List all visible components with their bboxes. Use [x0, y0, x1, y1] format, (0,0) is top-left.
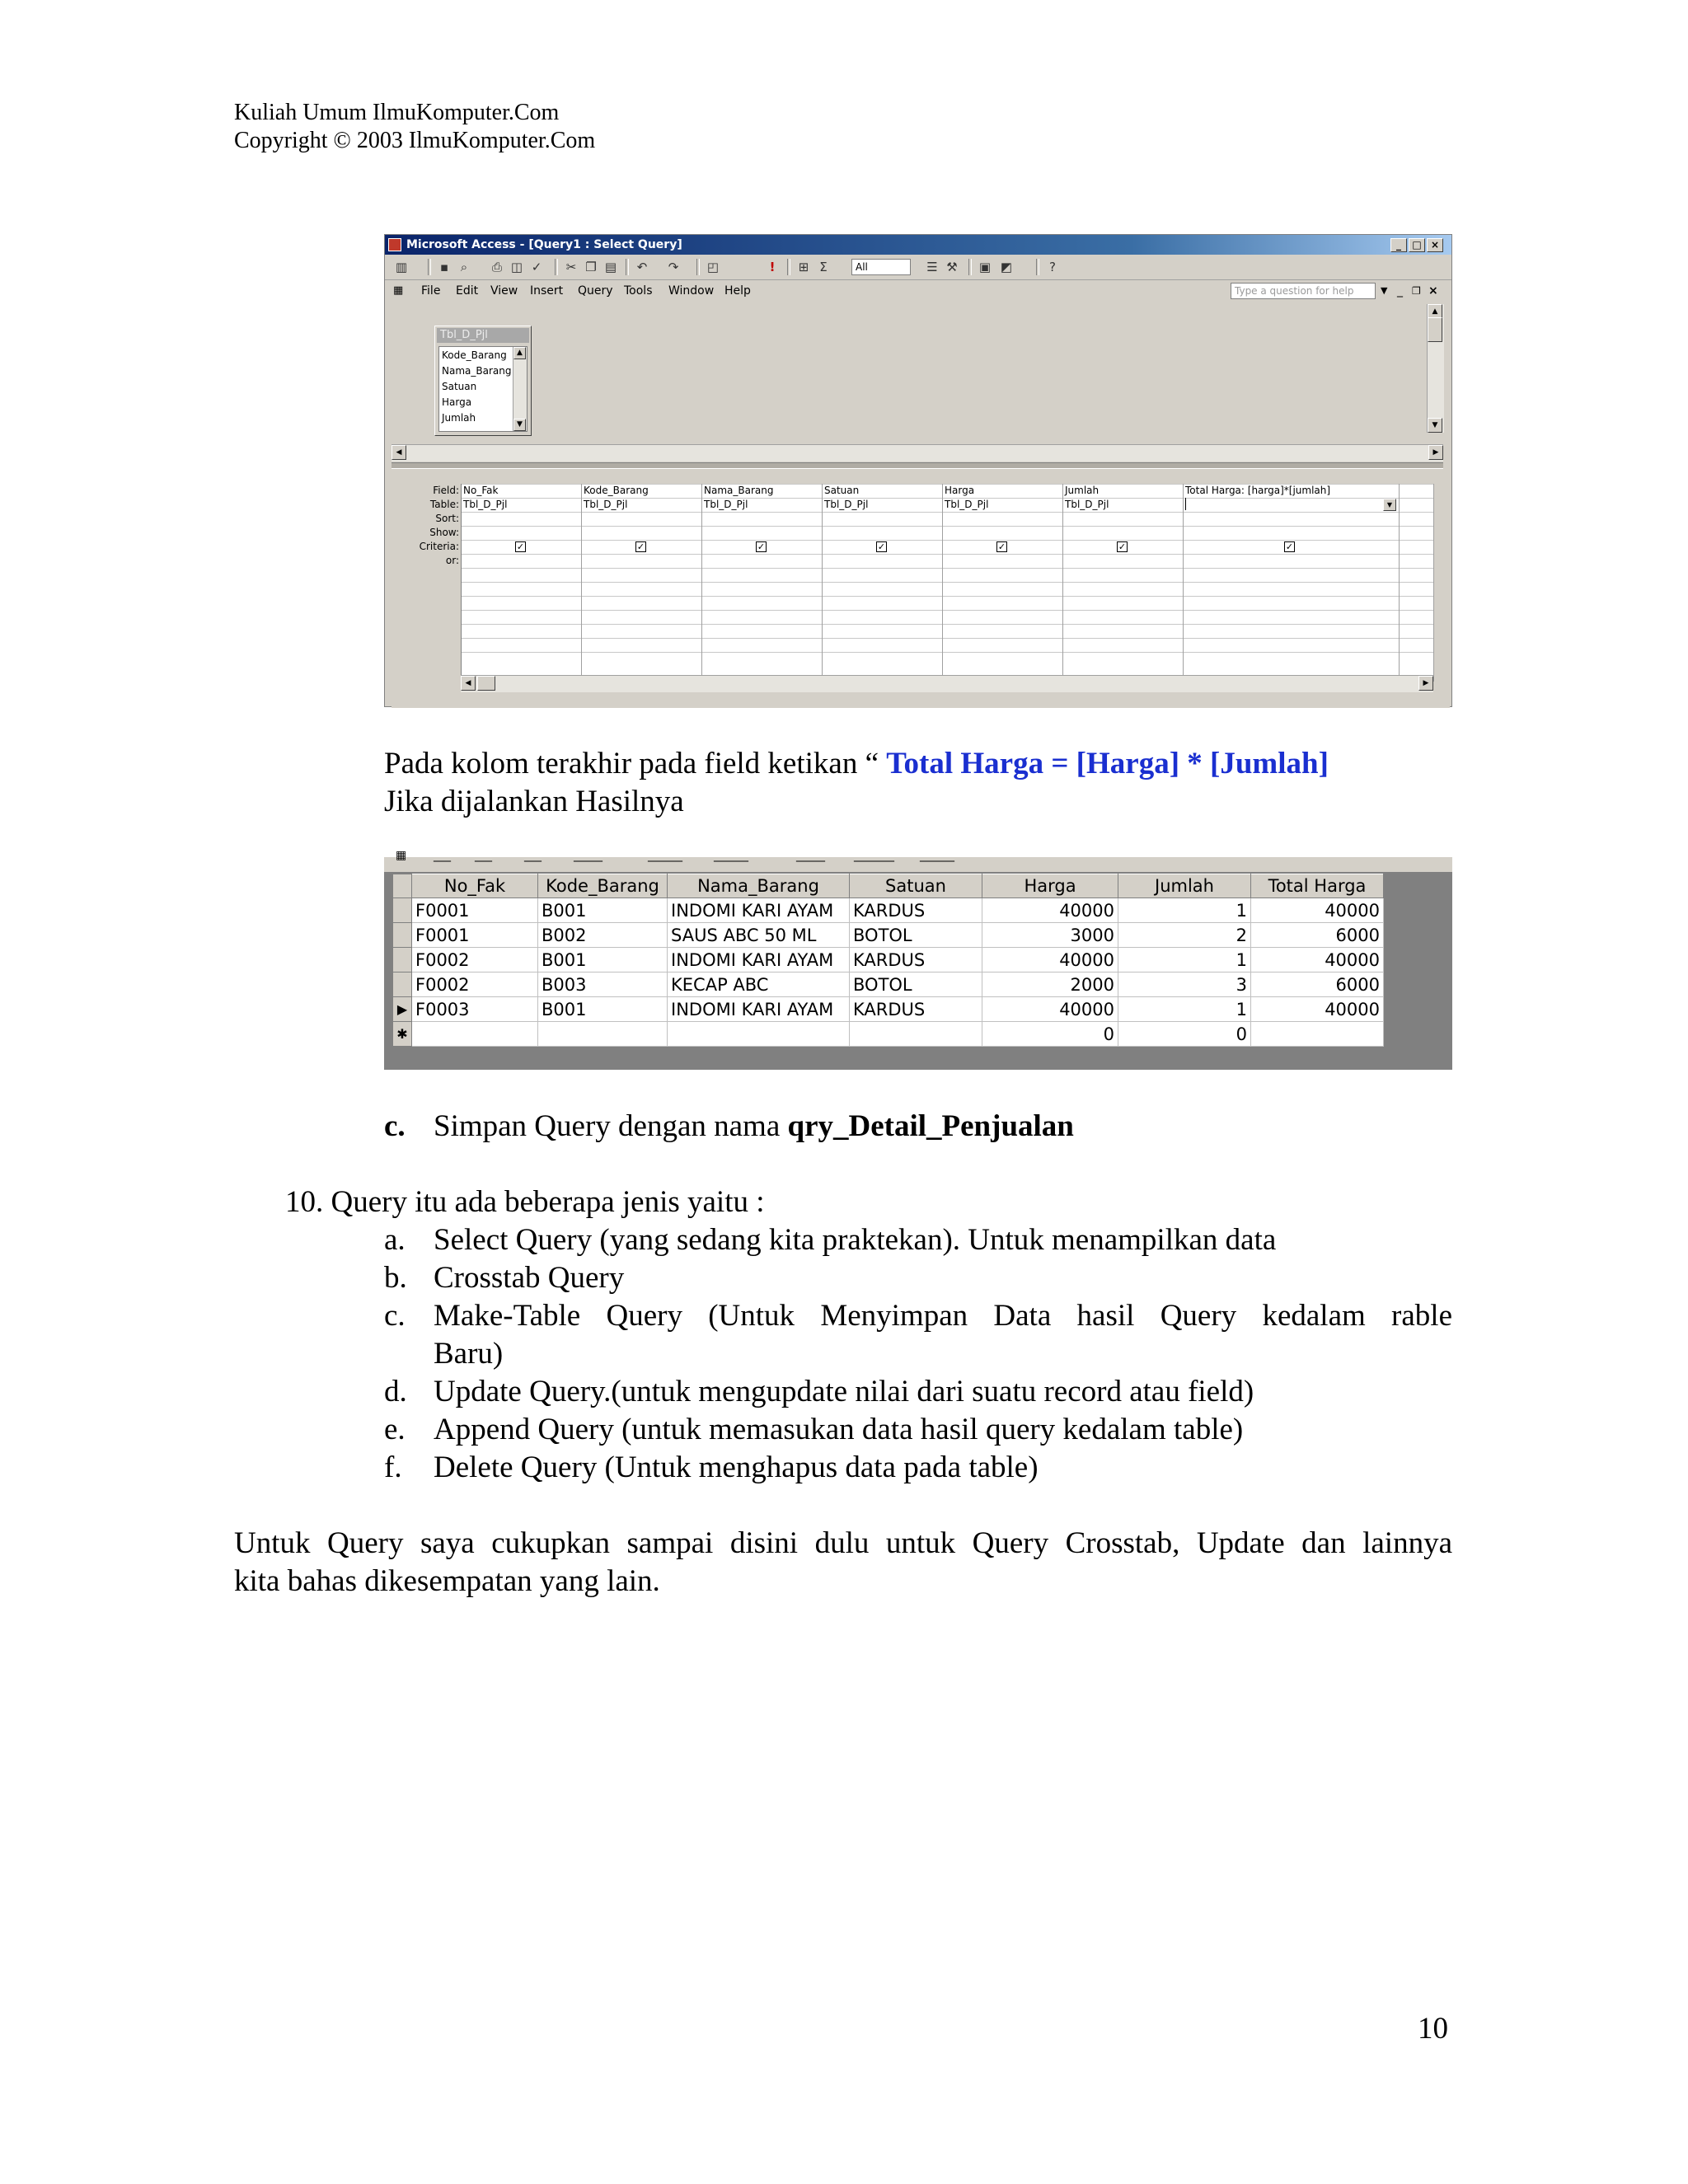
show-checkbox[interactable]: ✓	[516, 541, 525, 552]
minimize-button[interactable]: _	[1390, 238, 1407, 252]
grid-field[interactable]: Nama_Barang	[704, 485, 774, 496]
scroll-thumb[interactable]	[477, 676, 495, 691]
new-object-icon[interactable]: ◩	[1000, 260, 1013, 274]
window-titlebar	[385, 235, 1451, 255]
grid-field[interactable]: No_Fak	[463, 485, 499, 496]
list-marker: f.	[384, 1451, 402, 1484]
view-icon[interactable]: ▥	[395, 260, 408, 274]
chevron-down-icon[interactable]: ▼	[1383, 499, 1396, 511]
table-cell[interactable]: 1	[1118, 948, 1251, 972]
table-cell[interactable]: INDOMI KARI AYAM	[668, 948, 850, 972]
run-icon[interactable]: !	[769, 260, 776, 274]
close-button[interactable]: ×	[1427, 238, 1443, 252]
menu-file[interactable]: File	[421, 284, 441, 298]
datasheet-header-row	[393, 874, 1384, 898]
record-selector[interactable]	[393, 948, 412, 972]
grid-field[interactable]: Jumlah	[1065, 485, 1100, 496]
show-checkbox[interactable]: ✓	[877, 541, 886, 552]
menu-query[interactable]: Query	[578, 284, 613, 298]
list-item: Select Query (yang sedang kita praktekan). Untuk menampilkan data	[434, 1223, 1277, 1257]
grid-field[interactable]: Total Harga: [harga]*[jumlah]	[1185, 485, 1331, 496]
table-cell[interactable]: KARDUS	[850, 997, 982, 1022]
design-grid[interactable]	[461, 484, 1434, 682]
show-checkbox[interactable]: ✓	[1118, 541, 1127, 552]
table-row[interactable]	[393, 972, 1384, 997]
field-list[interactable]	[438, 346, 528, 432]
table-cell[interactable]: B001	[538, 997, 668, 1022]
grid-field[interactable]: Satuan	[824, 485, 860, 496]
toolbar-separator	[626, 259, 629, 275]
table-cell[interactable]: 6000	[1251, 923, 1384, 948]
query-name: qry_Detail_Penjualan	[787, 1109, 1074, 1143]
query-design-toolbar	[385, 255, 1451, 280]
table-cell[interactable]: F0003	[412, 997, 538, 1022]
grid-column-empty[interactable]	[1400, 484, 1434, 682]
table-cell[interactable]: INDOMI KARI AYAM	[668, 898, 850, 923]
table-cell[interactable]: 40000	[982, 948, 1118, 972]
datasheet-table[interactable]	[392, 874, 1384, 1047]
table-row-current[interactable]	[393, 997, 1384, 1022]
show-checkbox[interactable]: ✓	[636, 541, 645, 552]
table-cell[interactable]: B001	[538, 948, 668, 972]
access-query-design-screenshot	[384, 234, 1452, 707]
menu-view[interactable]: View	[490, 284, 518, 298]
paste-icon[interactable]: ▤	[604, 260, 617, 274]
toolbar-separator	[1036, 259, 1039, 275]
closing-line-1: Untuk Query saya cukupkan sampai disini dulu untuk Query Crosstab, Update dan lainnya	[234, 1526, 1452, 1560]
table-row[interactable]	[393, 923, 1384, 948]
table-cell[interactable]: 40000	[1251, 997, 1384, 1022]
undo-icon[interactable]: ↶	[636, 260, 648, 274]
field-list-item[interactable]: Kode_Barang	[442, 349, 507, 361]
copy-icon[interactable]: ❐	[585, 260, 597, 274]
show-table-icon[interactable]: ⊞	[798, 260, 809, 274]
field-list-item[interactable]: Harga	[442, 396, 472, 408]
new-record-icon[interactable]: ✱	[393, 1022, 412, 1047]
step-c-text	[434, 1108, 1074, 1146]
table-cell[interactable]: 6000	[1251, 972, 1384, 997]
select-all-corner[interactable]	[393, 874, 412, 898]
row-label-sort: Sort:	[435, 513, 459, 524]
list-item: Update Query.(untuk mengupdate nilai dari suatu record atau field)	[434, 1375, 1254, 1408]
table-row-new[interactable]	[393, 1022, 1384, 1047]
section-10-intro: 10. Query itu ada beberapa jenis yaitu :	[285, 1185, 765, 1219]
header-copyright: Copyright © 2003 IlmuKomputer.Com	[234, 128, 596, 153]
closing-line-2: kita bahas dikesempatan yang lain.	[234, 1564, 660, 1598]
scroll-left-icon[interactable]: ◀	[461, 676, 476, 691]
table-cell[interactable]: 0	[982, 1022, 1118, 1047]
record-selector[interactable]	[393, 972, 412, 997]
table-cell[interactable]: B001	[538, 898, 668, 923]
formula-text: Total Harga = [Harga] * [Jumlah]	[886, 747, 1329, 780]
table-cell[interactable]: SAUS ABC 50 ML	[668, 923, 850, 948]
toolbar-separator	[696, 259, 700, 275]
grid-column-jumlah[interactable]	[1063, 484, 1184, 682]
step-c-marker	[384, 1108, 406, 1146]
header-title: Kuliah Umum IlmuKomputer.Com	[234, 100, 560, 125]
column-header[interactable]: Total Harga	[1251, 874, 1384, 898]
table-cell[interactable]: 2000	[982, 972, 1118, 997]
menu-help[interactable]: Help	[724, 284, 751, 298]
toolbar-separator	[968, 259, 972, 275]
properties-icon[interactable]: ☰	[926, 260, 938, 274]
row-label-criteria: Criteria:	[419, 541, 459, 552]
table-cell[interactable]: KECAP ABC	[668, 972, 850, 997]
search-icon[interactable]: ⌕	[460, 260, 468, 274]
show-checkbox[interactable]: ✓	[997, 541, 1006, 552]
table-cell[interactable]: F0002	[412, 948, 538, 972]
show-checkbox[interactable]: ✓	[757, 541, 766, 552]
grid-table[interactable]: Tbl_D_Pjl	[824, 499, 869, 510]
list-marker: d.	[384, 1375, 407, 1408]
menu-bar	[385, 280, 1451, 302]
grid-field[interactable]: Kode_Barang	[584, 485, 649, 496]
database-window-icon[interactable]: ▣	[978, 260, 992, 274]
toolbar-separator	[428, 259, 431, 275]
list-item: Delete Query (Untuk menghapus data pada table)	[434, 1451, 1039, 1484]
table-pane-vscroll[interactable]	[1427, 304, 1444, 433]
scroll-left-icon[interactable]: ◀	[392, 445, 406, 460]
field-list-item[interactable]: Nama_Barang	[442, 365, 512, 377]
column-header[interactable]: Jumlah	[1118, 874, 1251, 898]
list-marker: b.	[384, 1261, 407, 1295]
grid-column-satuan[interactable]	[823, 484, 943, 682]
grid-column-kode-barang[interactable]	[582, 484, 702, 682]
scroll-down-icon[interactable]: ▼	[513, 419, 526, 431]
maximize-button[interactable]: □	[1409, 238, 1425, 252]
table-cell[interactable]: 40000	[982, 997, 1118, 1022]
list-item: Crosstab Query	[434, 1261, 625, 1295]
redo-icon[interactable]: ↷	[668, 260, 679, 274]
spelling-icon[interactable]: ✓	[531, 260, 542, 274]
cut-icon[interactable]: ✂	[565, 260, 577, 274]
instruction-line-2: Jika dijalankan Hasilnya	[384, 785, 684, 818]
list-item: Append Query (untuk memasukan data hasil query kedalam table)	[434, 1413, 1244, 1446]
menu-tools[interactable]: Tools	[624, 284, 653, 298]
table-cell[interactable]: F0002	[412, 972, 538, 997]
scroll-right-icon[interactable]: ▶	[1418, 676, 1433, 691]
table-cell[interactable]	[412, 1022, 538, 1047]
child-close-icon[interactable]: ×	[1428, 284, 1438, 298]
window-title: Microsoft Access - [Query1 : Select Query]	[406, 238, 682, 251]
column-header[interactable]: Kode_Barang	[538, 874, 668, 898]
table-cell[interactable]	[1251, 1022, 1384, 1047]
field-list-scrollbar[interactable]	[513, 347, 527, 431]
instruction-prefix: Pada kolom terakhir pada field ketikan “	[384, 747, 887, 780]
grid-column-total-harga[interactable]	[1184, 484, 1400, 682]
table-cell[interactable]: BOTOL	[850, 972, 982, 997]
table-cell[interactable]: F0001	[412, 923, 538, 948]
print-icon[interactable]: ⎙	[491, 260, 502, 274]
table-cell[interactable]: INDOMI KARI AYAM	[668, 997, 850, 1022]
record-selector[interactable]	[393, 898, 412, 923]
table-cell[interactable]: B003	[538, 972, 668, 997]
grid-table-input[interactable]	[1185, 498, 1186, 510]
field-list-tbl-d-pjl[interactable]	[434, 326, 532, 436]
list-marker: c.	[384, 1299, 406, 1333]
table-cell[interactable]: 0	[1118, 1022, 1251, 1047]
table-cell[interactable]: BOTOL	[850, 923, 982, 948]
record-selector[interactable]	[393, 923, 412, 948]
column-header[interactable]: No_Fak	[412, 874, 538, 898]
scroll-up-icon[interactable]: ▲	[513, 347, 526, 359]
row-label-or: or:	[445, 555, 459, 566]
grid-field[interactable]: Harga	[945, 485, 975, 496]
menu-insert[interactable]: Insert	[530, 284, 564, 298]
row-label-field: Field:	[433, 485, 459, 496]
table-cell[interactable]: B002	[538, 923, 668, 948]
table-cell[interactable]: 40000	[1251, 898, 1384, 923]
grid-table[interactable]: Tbl_D_Pjl	[463, 499, 508, 510]
list-item-continuation: Baru)	[434, 1337, 504, 1371]
row-label-table: Table:	[429, 499, 459, 510]
access-app-icon	[388, 238, 401, 251]
top-values-combo[interactable]: All	[851, 259, 911, 275]
help-icon[interactable]: ?	[1049, 260, 1056, 274]
scroll-up-icon[interactable]: ▲	[1428, 304, 1442, 319]
table-cell[interactable]: 2	[1118, 923, 1251, 948]
table-cell[interactable]	[668, 1022, 850, 1047]
help-dropdown-icon[interactable]: ▼	[1381, 285, 1388, 296]
datasheet-menu-strip: ▦ ___ ___ ___ _____ ______ ______ _____ _______ ______	[384, 857, 1452, 872]
table-cell[interactable]: 1	[1118, 898, 1251, 923]
toolbar-separator	[555, 259, 558, 275]
table-cell[interactable]	[538, 1022, 668, 1047]
field-list-item[interactable]: Jumlah	[442, 412, 476, 424]
toolbar-separator	[787, 259, 790, 275]
grid-table[interactable]: Tbl_D_Pjl	[704, 499, 748, 510]
table-cell[interactable]: 3000	[982, 923, 1118, 948]
scroll-thumb[interactable]	[1428, 317, 1442, 342]
menu-edit[interactable]: Edit	[456, 284, 479, 298]
query-type-icon[interactable]: ◰	[706, 260, 720, 274]
list-item: Make-Table Query (Untuk Menyimpan Data hasil Query kedalam rable	[434, 1299, 1452, 1333]
table-cell[interactable]: 40000	[982, 898, 1118, 923]
table-cell[interactable]: KARDUS	[850, 898, 982, 923]
table-row[interactable]	[393, 898, 1384, 923]
show-checkbox[interactable]: ✓	[1285, 541, 1294, 552]
table-cell[interactable]: 40000	[1251, 948, 1384, 972]
list-marker: e.	[384, 1413, 406, 1446]
list-marker: a.	[384, 1223, 406, 1257]
column-header[interactable]: Harga	[982, 874, 1118, 898]
totals-icon[interactable]: Σ	[819, 260, 828, 274]
grid-table[interactable]: Tbl_D_Pjl	[584, 499, 628, 510]
save-icon[interactable]: ▪	[439, 260, 449, 274]
menu-window[interactable]: Window	[668, 284, 715, 298]
table-cell[interactable]: 3	[1118, 972, 1251, 997]
field-list-item[interactable]: Satuan	[442, 381, 477, 392]
query-window-icon[interactable]: ▦	[393, 284, 404, 297]
design-grid-hscroll[interactable]	[461, 675, 1433, 692]
column-header[interactable]: Satuan	[850, 874, 982, 898]
scroll-right-icon[interactable]: ▶	[1428, 445, 1443, 460]
current-record-icon[interactable]: ▶	[393, 997, 412, 1022]
instruction-line-1	[384, 745, 1329, 783]
child-restore-icon[interactable]: ❐	[1412, 285, 1421, 297]
page-number: 10	[1418, 2012, 1448, 2046]
ask-question-input[interactable]: Type a question for help	[1231, 283, 1376, 299]
query-result-datasheet	[384, 849, 1452, 1070]
scroll-down-icon[interactable]: ▼	[1428, 418, 1442, 433]
print-preview-icon[interactable]: ◫	[510, 260, 523, 274]
table-pane-hscroll[interactable]	[392, 444, 1443, 462]
pane-splitter[interactable]	[392, 462, 1443, 469]
grid-column-harga[interactable]	[943, 484, 1063, 682]
table-cell[interactable]	[850, 1022, 982, 1047]
step-c-label: c.	[384, 1109, 406, 1143]
grid-table[interactable]: Tbl_D_Pjl	[945, 499, 989, 510]
column-header[interactable]: Nama_Barang	[668, 874, 850, 898]
row-label-show: Show:	[429, 527, 459, 538]
grid-column-no-fak[interactable]	[462, 484, 582, 682]
child-minimize-icon[interactable]: _	[1397, 284, 1403, 298]
step-c-instruction: Simpan Query dengan nama	[434, 1109, 788, 1143]
field-list-title: Tbl_D_Pjl	[437, 328, 529, 343]
table-cell[interactable]: KARDUS	[850, 948, 982, 972]
table-cell[interactable]: 1	[1118, 997, 1251, 1022]
table-cell[interactable]: F0001	[412, 898, 538, 923]
build-icon[interactable]: ⚒	[946, 260, 958, 274]
table-pane	[392, 304, 1427, 433]
grid-table[interactable]: Tbl_D_Pjl	[1065, 499, 1109, 510]
grid-column-nama-barang[interactable]	[702, 484, 823, 682]
table-row[interactable]	[393, 948, 1384, 972]
